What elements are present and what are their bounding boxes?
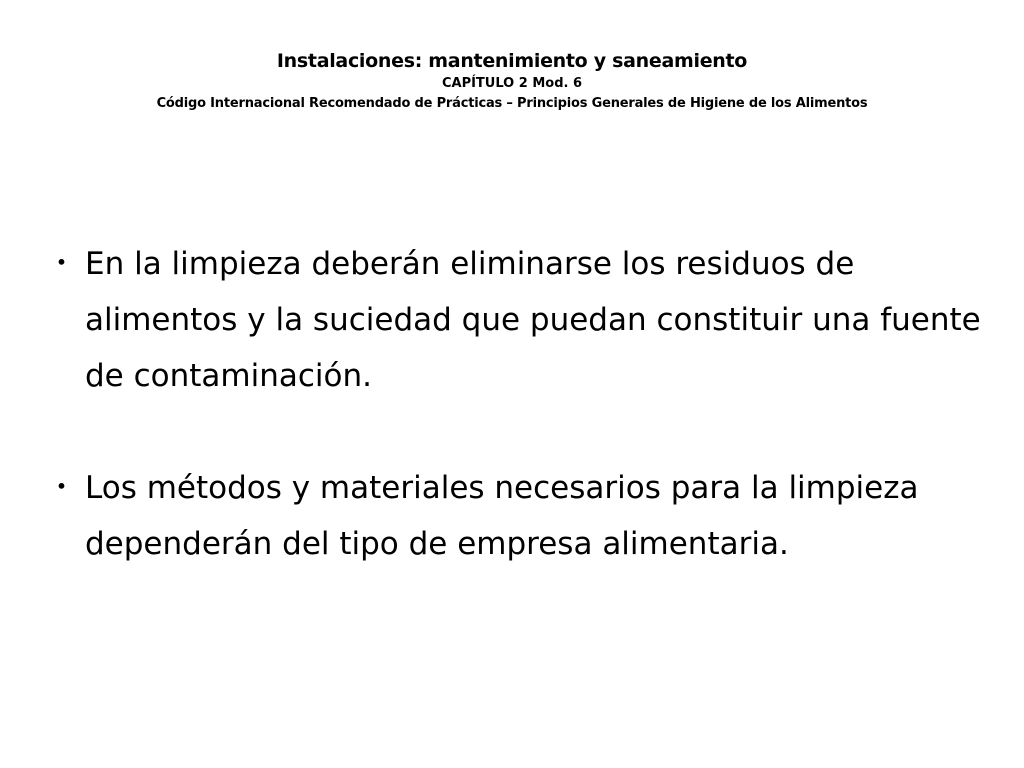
chapter-subtitle: CAPÍTULO 2 Mod. 6 — [441, 76, 583, 91]
code-subtitle: Código Internacional Recomendado de Prácticas – Principios Generales de Higiene de los Alimentos — [156, 96, 868, 111]
bullet-item — [40, 460, 990, 572]
bullet-list — [40, 236, 990, 572]
bullet-marker: ・ — [46, 246, 77, 282]
bullet-marker: ・ — [46, 470, 77, 506]
slide-header — [0, 48, 1024, 114]
bullet-item — [40, 236, 990, 404]
bullet-text: Los métodos y materiales necesarios para la limpieza dependerán del tipo de empresa alimentaria. — [85, 470, 919, 562]
bullet-text: En la limpieza deberán eliminarse los residuos de alimentos y la suciedad que puedan constituir una fuente de contaminación. — [85, 246, 981, 394]
slide-title: Instalaciones: mantenimiento y saneamiento — [276, 50, 748, 72]
